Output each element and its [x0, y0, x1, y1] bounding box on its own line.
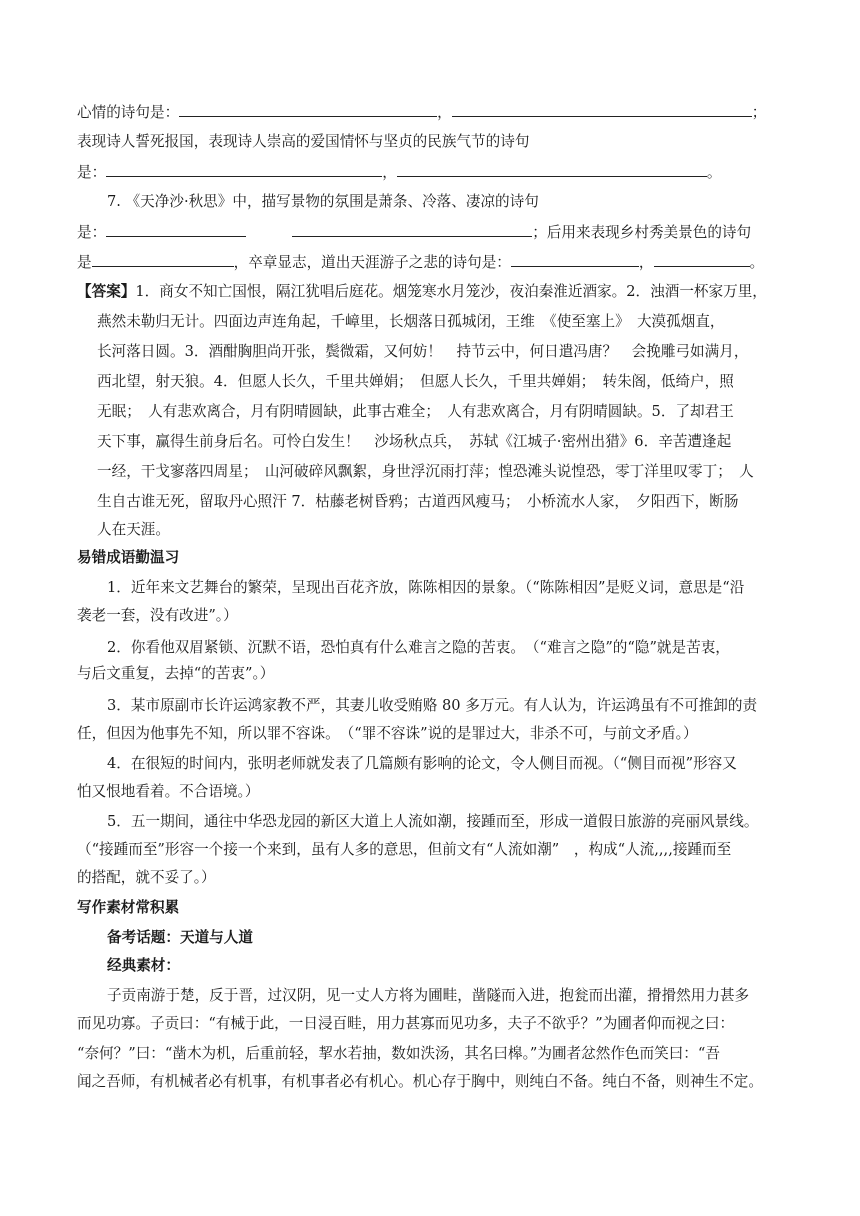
material-line: 闻之吾师，有机械者必有机事，有机事者必有机心。机心存于胸中，则纯白不备。纯白不备，则神生不定。: [77, 1073, 763, 1090]
answer-blank[interactable]: [92, 252, 234, 267]
answer-blank[interactable]: [292, 222, 532, 237]
section-heading-idioms: 易错成语勤温习: [77, 549, 180, 566]
idiom-line: 袭老一套，没有改进”。）: [77, 607, 238, 624]
answer-tag: 【答案】: [77, 283, 136, 300]
answer-line: 生自古谁无死，留取丹心照汗 7．枯藤老树昏鸦；古道西风瘦马； 小桥流水人家， 夕阳西下，断肠: [97, 493, 739, 510]
punct: ；: [751, 104, 767, 121]
answer-blank[interactable]: [397, 162, 707, 177]
classic-material-heading: 经典素材：: [107, 957, 180, 974]
answer-line: 人在天涯。: [97, 521, 170, 538]
q6-line-2: 表现诗人誓死报国，表现诗人崇高的爱国情怀与坚贞的民族气节的诗句: [77, 133, 530, 150]
punct: ，: [638, 254, 654, 271]
punct: ，: [382, 164, 397, 181]
q7-line-3: [77, 252, 764, 273]
answer-line: 燕然未勒归无计。四面边声连角起，千嶂里，长烟落日孤城闭，王维 《使至塞上》 大漠孤烟直，: [97, 313, 725, 330]
punct: 。: [749, 254, 765, 271]
answer-line: 无眠； 人有悲欢离合，月有阴晴圆缺，此事古难全； 人有悲欢离合，月有阴晴圆缺。5．了却君王: [97, 403, 734, 420]
idiom-line: 4．在很短的时间内，张明老师就发表了几篇颇有影响的论文，令人侧目而视。（“侧目而视”形容又: [107, 755, 737, 772]
idiom-line: 3．某市原副市长许运鸿家教不严，其妻儿收受贿赂 80 多万元。有人认为，许运鸿虽有不可推卸的责: [107, 697, 758, 714]
q7-prompt-text: ，卒章显志，道出天涯游子之悲的诗句是：: [233, 254, 511, 271]
idiom-line: 的搭配，就不妥了。）: [77, 869, 216, 886]
answer-line: 一经，干戈寥落四周星； 山河破碎风飘絮，身世浮沉雨打萍；惶恐滩头说惶恐，零丁洋里叹零丁； 人: [97, 463, 754, 480]
idiom-line: 5．五一期间，通往中华恐龙园的新区大道上人流如潮，接踵而至，形成一道假日旅游的亮丽风景线。: [107, 813, 759, 830]
idiom-line: 与后文重复，去掉“的苦衷”。）: [77, 665, 275, 682]
answer-blank[interactable]: [654, 252, 750, 267]
q6-line-1: [77, 102, 766, 123]
answer-blank[interactable]: [179, 102, 437, 117]
idiom-line: 任，但因为他事先不知，所以罪不容诛。 （“罪不容诛”说的是罪过大，非杀不可，与前文矛盾。）: [77, 725, 698, 742]
answer-line: 天下事，赢得生前身后名。可怜白发生！ 沙场秋点兵， 苏轼《江城子·密州出猎》6．辛苦遭逢起: [97, 433, 732, 450]
q6-prompt-text: 是：: [77, 164, 107, 181]
topic-heading: 备考话题：天道与人道: [107, 929, 253, 946]
idiom-line: （“接踵而至”形容一个接一个来到，虽有人多的意思，但前文有“人流如潮” ，构成“人流,,,,接踵而至: [77, 841, 732, 858]
q7-line-1: 7. 《天净沙·秋思》中，描写景物的氛围是萧条、冷落、凄凉的诗句: [107, 193, 539, 210]
idiom-line: 1．近年来文艺舞台的繁荣，呈现出百花齐放，陈陈相因的景象。（“陈陈相因”是贬义词，意思是“沿: [107, 579, 745, 596]
material-line: 子贡南游于楚，反于晋，过汉阴，见一丈人方将为圃畦，凿隧而入进，抱瓮而出灌，搰搰然用力甚多: [107, 987, 750, 1004]
punct: 。: [706, 164, 722, 181]
q7-prompt-text: 是: [77, 254, 92, 271]
answer-blank[interactable]: [452, 102, 752, 117]
answer-text: 1．商女不知亡国恨，隔江犹唱后庭花。烟笼寒水月笼沙，夜泊秦淮近酒家。2．浊酒一杯家万里，: [135, 283, 767, 300]
idiom-line: 2．你看他双眉紧锁、沉默不语，恐怕真有什么难言之隐的苦衷。 （“难言之隐”的“隐”就是苦衷，: [107, 639, 730, 656]
punct: ，: [437, 104, 452, 121]
answer-blank[interactable]: [106, 162, 382, 177]
q6-prompt-text: 心情的诗句是：: [77, 104, 180, 121]
answer-blank[interactable]: [511, 252, 639, 267]
q7-prompt-text: ；后用来表现乡村秀美景色的诗句: [532, 224, 752, 241]
section-heading-writing: 写作素材常积累: [77, 899, 180, 916]
answer-line: 西北望，射天狼。4．但愿人长久，千里共婵娟； 但愿人长久，千里共婵娟； 转朱阁，低绮户，照: [97, 373, 734, 390]
answer-line: 长河落日圆。3．酒酣胸胆尚开张，鬓微霜，又何妨！ 持节云中，何日遣冯唐？ 会挽雕弓如满月，: [97, 343, 749, 360]
answer-blank[interactable]: [106, 222, 246, 237]
q7-prompt-text: 是：: [77, 224, 107, 241]
answer-line-1: [77, 282, 767, 302]
idiom-line: 怕又恨地看着。不合语境。）: [77, 783, 260, 800]
q7-line-2: [77, 222, 751, 243]
q6-line-3: [77, 162, 721, 183]
material-line: “奈何？”曰：“凿木为机，后重前轻，挈水若抽，数如泆汤，其名曰槔。”为圃者忿然作色而笑曰：“吾: [77, 1045, 720, 1062]
material-line: 而见功寡。子贡曰：“有械于此，一日浸百畦，用力甚寡而见功多，夫子不欲乎？”为圃者仰而视之曰：: [77, 1015, 735, 1032]
